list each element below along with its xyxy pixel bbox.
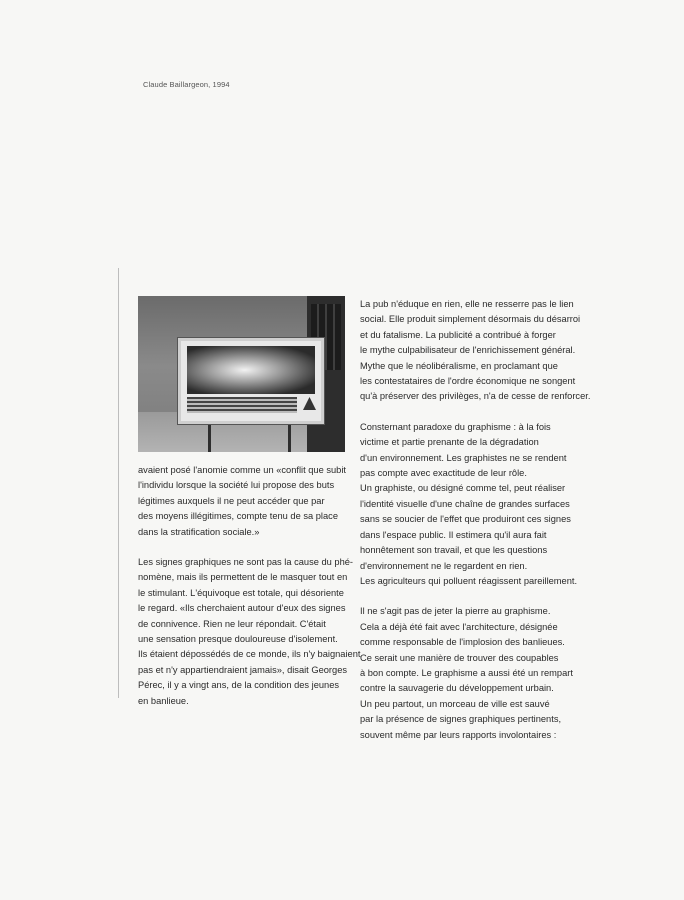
vertical-rule (118, 268, 119, 698)
photo-poster-text (187, 397, 297, 413)
text-line: Ils étaient dépossédés de ce monde, ils n'y baignaient (138, 649, 361, 660)
text-line: honnêtement son travail, et que les questions (360, 545, 548, 556)
text-line: Pérec, il y a vingt ans, de la condition des jeunes (138, 680, 340, 691)
text-line: l'individu lorsque la société lui propose des buts (138, 480, 335, 491)
text-line: pas compte avec exactitude de leur rôle. (360, 468, 527, 479)
text-line: et du fatalisme. La publicité a contribué à forger (360, 329, 556, 340)
text-line: pas et n'y appartiendraient jamais», disait Georges (138, 664, 348, 675)
text-line: des moyens illégitimes, compte tenu de sa place (138, 511, 338, 522)
text-line: les contestataires de l'ordre économique ne songent (360, 376, 576, 387)
text-line: souvent même par leurs rapports involontaires : (360, 729, 557, 740)
text-line: une sensation presque douloureuse d'isolement. (138, 634, 338, 645)
text-line: le stimulant. L'équivoque est totale, qui désoriente (138, 587, 344, 598)
text-line: par la présence de signes graphiques pertinents, (360, 714, 562, 725)
text-line: Cela a déjà été fait avec l'architecture, désignée (360, 621, 558, 632)
text-line: Ce serait une manière de trouver des coupables (360, 652, 559, 663)
text-line: La pub n'éduque en rien, elle ne resserre pas le lien (360, 299, 574, 309)
paragraph (138, 555, 361, 709)
text-line: dans l'espace public. Il estimera qu'il aura fait (360, 529, 547, 540)
text-line: Il ne s'agit pas de jeter la pierre au graphisme. (360, 606, 551, 617)
text-line: l'identité visuelle d'une chaîne de grandes surfaces (360, 498, 570, 509)
text-line: d'un environnement. Les graphistes ne se rendent (360, 452, 567, 463)
paragraph (360, 297, 590, 405)
text-line: Consternant paradoxe du graphisme : à la fois (360, 421, 551, 432)
text-line: nomène, mais ils permettent de le masquer tout en (138, 572, 348, 583)
text-line: légitimes auxquels il ne peut accéder que par (138, 495, 325, 506)
text-line: sans se soucier de l'effet que produiront ces signes (360, 514, 571, 525)
photo-poster-image (187, 346, 315, 394)
text-line: avaient posé l'anomie comme un «conflit que subit (138, 465, 346, 475)
right-text-column (360, 297, 590, 743)
text-line: le regard. «Ils cherchaient autour d'eux des signes (138, 603, 346, 614)
photo-billboard (178, 338, 324, 424)
billboard-photo (138, 296, 345, 452)
text-line: en banlieue. (138, 695, 189, 706)
text-line: Les agriculteurs qui polluent réagissent pareillement. (360, 575, 578, 586)
text-line: dans la stratification sociale.» (138, 526, 260, 537)
text-line: Un peu partout, un morceau de ville est sauvé (360, 698, 550, 709)
text-line: le mythe culpabilisateur de l'enrichissement général. (360, 345, 576, 356)
paragraph (360, 604, 590, 743)
text-line: Les signes graphiques ne sont pas la cause du phé- (138, 557, 354, 568)
left-text-column (138, 463, 361, 709)
text-line: contre la sauvagerie du développement urbain. (360, 683, 554, 694)
text-line: à bon compte. Le graphisme a aussi été un rempart (360, 667, 573, 678)
text-line: comme responsable de l'implosion des banlieues. (360, 637, 565, 648)
photo-credit-caption: Claude Baillargeon, 1994 (143, 80, 230, 89)
text-line: de connivence. Rien ne leur répondait. C'était (138, 618, 326, 629)
paragraph (138, 463, 353, 540)
paragraph (360, 420, 590, 589)
text-line: victime et partie prenante de la dégradation (360, 437, 539, 448)
text-line: d'environnement ne le regardent en rien. (360, 560, 528, 571)
photo-poster-logo-icon (303, 397, 316, 410)
text-line: Un graphiste, ou désigné comme tel, peut réaliser (360, 483, 566, 494)
text-line: Mythe que le néolibéralisme, en proclamant que (360, 360, 558, 371)
text-line: social. Elle produit simplement désormais du désarroi (360, 314, 581, 325)
text-line: qu'à préserver des privilèges, n'a de cesse de renforcer. (360, 391, 591, 402)
